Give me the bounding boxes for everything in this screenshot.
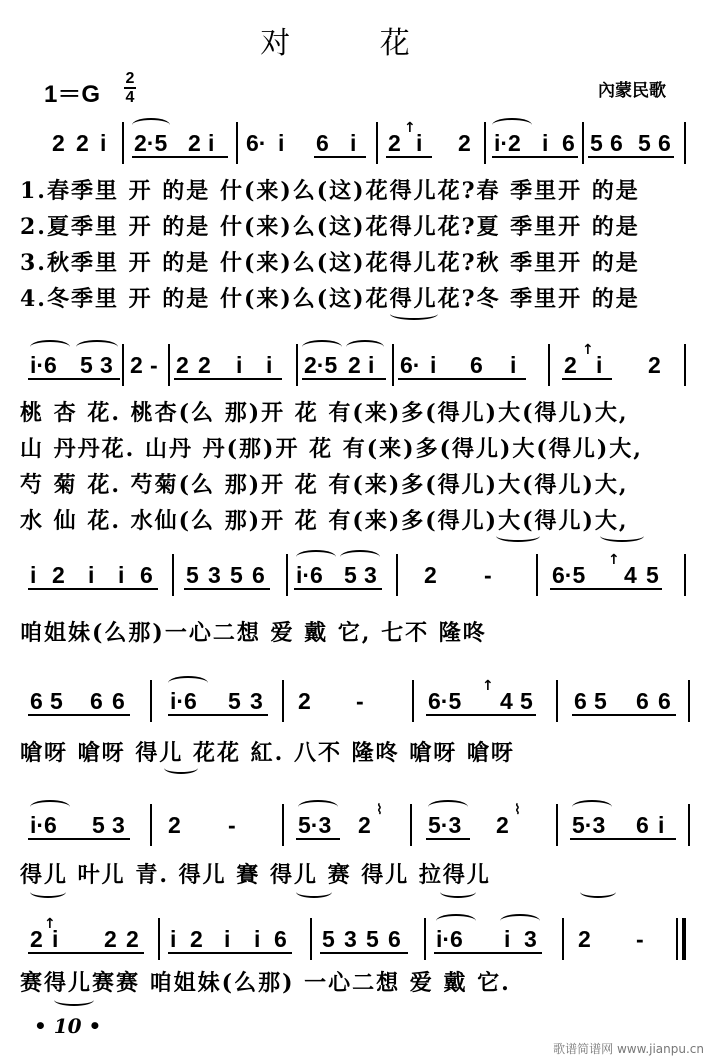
barline — [484, 122, 486, 164]
barline — [310, 918, 312, 960]
note: 5 — [92, 812, 105, 838]
note: 3 — [208, 562, 221, 588]
barline — [412, 680, 414, 722]
barline — [688, 680, 690, 722]
note: 5·3 — [298, 812, 332, 838]
note: i — [416, 130, 423, 156]
barline — [556, 680, 558, 722]
note: 2 — [358, 812, 371, 838]
lyric-slur — [390, 308, 438, 320]
note: 6 — [388, 926, 401, 952]
note: 5 — [590, 130, 603, 156]
key-signature: 1＝G — [44, 81, 101, 108]
note: i·2 — [494, 130, 521, 156]
note: i·6 — [436, 926, 463, 952]
note: 2 — [168, 812, 181, 838]
note: i — [510, 352, 517, 378]
watermark: 歌谱简谱网 www.jianpu.cn — [553, 1042, 704, 1056]
note: 6·5 — [428, 688, 462, 714]
note: 2 — [578, 926, 591, 952]
note: i — [30, 562, 37, 588]
barline — [150, 804, 152, 846]
barline — [410, 804, 412, 846]
note: 6 — [636, 812, 649, 838]
note: 5 — [344, 562, 357, 588]
note: i — [430, 352, 437, 378]
note: i — [100, 130, 107, 156]
note: - — [356, 688, 364, 714]
barline — [236, 122, 238, 164]
note: i·6 — [30, 352, 57, 378]
lyric-verse-2: 2.夏季里 开 的是 什(来)么(这)花得儿花?夏 季里开 的是 — [20, 214, 640, 240]
note: i — [170, 926, 177, 952]
barline — [122, 344, 124, 386]
final-barline-thick — [682, 918, 686, 960]
note: 5 — [322, 926, 335, 952]
note: 3 — [344, 926, 357, 952]
note: i — [266, 352, 273, 378]
barline — [396, 554, 398, 596]
barline — [582, 122, 584, 164]
notation-row: i·6 5 3 2 - 5·3 2 ⌇ 5·3 2 ⌇ 5·3 6 i — [0, 800, 710, 860]
note: i — [52, 926, 59, 952]
barline — [688, 804, 690, 846]
barline — [556, 804, 558, 846]
note: 6 — [636, 688, 649, 714]
barline — [392, 344, 394, 386]
lyric-verse-3: 3.秋季里 开 的是 什(来)么(这)花得儿花?秋 季里开 的是 — [20, 250, 640, 276]
final-barline-thin — [676, 918, 678, 960]
note: 2·5 — [304, 352, 338, 378]
note: i — [504, 926, 511, 952]
note: i — [278, 130, 285, 156]
note: i — [236, 352, 243, 378]
barline — [684, 344, 686, 386]
barline — [536, 554, 538, 596]
barline — [376, 122, 378, 164]
note: 6 — [470, 352, 483, 378]
lyric-verse-3: 芍 菊 花. 芍菊(么 那)开 花 有(来)多(得儿)大(得儿)大, — [20, 472, 629, 498]
note: 2 — [348, 352, 361, 378]
lyric-verse-4: 4.冬季里 开 的是 什(来)么(这)花得儿花?冬 季里开 的是 — [20, 286, 640, 312]
time-signature — [124, 70, 136, 106]
note: 2 — [496, 812, 509, 838]
note: 6 — [90, 688, 103, 714]
note: 6 — [562, 130, 575, 156]
note: i — [118, 562, 125, 588]
note: 3 — [100, 352, 113, 378]
note: 5 — [646, 562, 659, 588]
notation-row: 2 2 i 2·5 2 i 6· i 6 i 2 ↑ i 2 i·2 i 6 5 6 5 6 — [0, 118, 710, 178]
note: 2 — [104, 926, 117, 952]
note: 3 — [112, 812, 125, 838]
barline — [684, 554, 686, 596]
page-number: • 10 • — [34, 1014, 102, 1038]
barline — [168, 344, 170, 386]
note: 2 — [130, 352, 143, 378]
note: 5·3 — [572, 812, 606, 838]
note: i — [350, 130, 357, 156]
note: 6 — [574, 688, 587, 714]
note: 6 — [140, 562, 153, 588]
lyric-line: 得儿 叶儿 青. 得儿 賽 得儿 赛 得儿 拉得儿 — [20, 862, 491, 888]
note: 2 — [564, 352, 577, 378]
note: 2 — [298, 688, 311, 714]
barline — [296, 344, 298, 386]
lyric-verse-4: 水 仙 花. 水仙(么 那)开 花 有(来)多(得儿)大(得儿)大, — [20, 508, 629, 534]
note: 6 — [30, 688, 43, 714]
note: 5 — [520, 688, 533, 714]
note: 2 — [52, 562, 65, 588]
lyric-line: 赛得儿赛赛 咱姐妹(么那) 一心二想 爱 戴 它. — [20, 970, 511, 996]
note: 2 — [188, 130, 201, 156]
note: 6 — [252, 562, 265, 588]
note: i — [224, 926, 231, 952]
barline — [150, 680, 152, 722]
note: 5 — [594, 688, 607, 714]
note: 2 — [176, 352, 189, 378]
notation-row: i·6 5 3 2 - 2 2 i i 2·5 2 i 6· i 6 i 2 ↑ i 2 — [0, 340, 710, 400]
barline — [172, 554, 174, 596]
note: 6· — [246, 130, 267, 156]
note: - — [484, 562, 492, 588]
note: i — [88, 562, 95, 588]
note: 6·5 — [552, 562, 586, 588]
lyric-line: 嗆呀 嗆呀 得儿 花花 紅. 八不 隆咚 嗆呀 嗆呀 — [20, 740, 515, 766]
note: - — [228, 812, 236, 838]
note: i·6 — [170, 688, 197, 714]
note: i — [542, 130, 549, 156]
lyric-verse-1: 桃 杏 花. 桃杏(么 那)开 花 有(来)多(得儿)大(得儿)大, — [20, 400, 629, 426]
barline — [282, 804, 284, 846]
song-origin: 內蒙民歌 — [598, 81, 666, 101]
note: 2 — [458, 130, 471, 156]
note: 3 — [524, 926, 537, 952]
note: 5 — [638, 130, 651, 156]
note: 2 — [388, 130, 401, 156]
note: 2 — [198, 352, 211, 378]
note: 5 — [80, 352, 93, 378]
meter-top: 2 — [125, 70, 135, 87]
notation-row: 2 ↑ i 2 2 i 2 i i 6 5 3 5 6 i·6 i 3 2 - — [0, 914, 710, 974]
barline — [282, 680, 284, 722]
song-title: 对 花 — [260, 26, 450, 61]
barline — [548, 344, 550, 386]
lyric-line: 咱姐妹(么那)一心二想 爱 戴 它, 七不 隆咚 — [20, 620, 487, 646]
note: 2 — [424, 562, 437, 588]
note: i·6 — [296, 562, 323, 588]
barline — [158, 918, 160, 960]
note: i — [658, 812, 665, 838]
note: 5 — [50, 688, 63, 714]
note: 2 — [648, 352, 661, 378]
note: 2·5 — [134, 130, 168, 156]
note: 2 — [76, 130, 89, 156]
note: 5 — [366, 926, 379, 952]
note: - — [636, 926, 644, 952]
note: 5 — [186, 562, 199, 588]
notation-row: 6 5 6 6 i·6 5 3 2 - 6·5 ↑ 4 5 6 5 6 6 — [0, 676, 710, 736]
note: i — [368, 352, 375, 378]
note: 5 — [230, 562, 243, 588]
note: - — [150, 352, 158, 378]
lyric-verse-2: 山 丹丹花. 山丹 丹(那)开 花 有(来)多(得儿)大(得儿)大, — [20, 436, 643, 462]
note: i — [254, 926, 261, 952]
note: 5 — [228, 688, 241, 714]
note: 4 — [624, 562, 637, 588]
note: 2 — [126, 926, 139, 952]
note: 6 — [658, 688, 671, 714]
note: 5·3 — [428, 812, 462, 838]
note: 3 — [250, 688, 263, 714]
note: i·6 — [30, 812, 57, 838]
note: 3 — [364, 562, 377, 588]
barline — [562, 918, 564, 960]
note: 6 — [112, 688, 125, 714]
barline — [684, 122, 686, 164]
note: 2 — [190, 926, 203, 952]
note: i — [208, 130, 215, 156]
note: 2 — [30, 926, 43, 952]
meter-bottom: 4 — [125, 89, 135, 106]
barline — [122, 122, 124, 164]
note: 6 — [610, 130, 623, 156]
note: 2 — [52, 130, 65, 156]
notation-row: i 2 i i 6 5 3 5 6 i·6 5 3 2 - 6·5 ↑ 4 5 — [0, 550, 710, 610]
note: 6 — [274, 926, 287, 952]
note: i — [596, 352, 603, 378]
note: 6 — [316, 130, 329, 156]
barline — [424, 918, 426, 960]
lyric-verse-1: 1.春季里 开 的是 什(来)么(这)花得儿花?春 季里开 的是 — [20, 178, 640, 204]
note: 6 — [658, 130, 671, 156]
note: 4 — [500, 688, 513, 714]
note: 6· — [400, 352, 421, 378]
barline — [286, 554, 288, 596]
